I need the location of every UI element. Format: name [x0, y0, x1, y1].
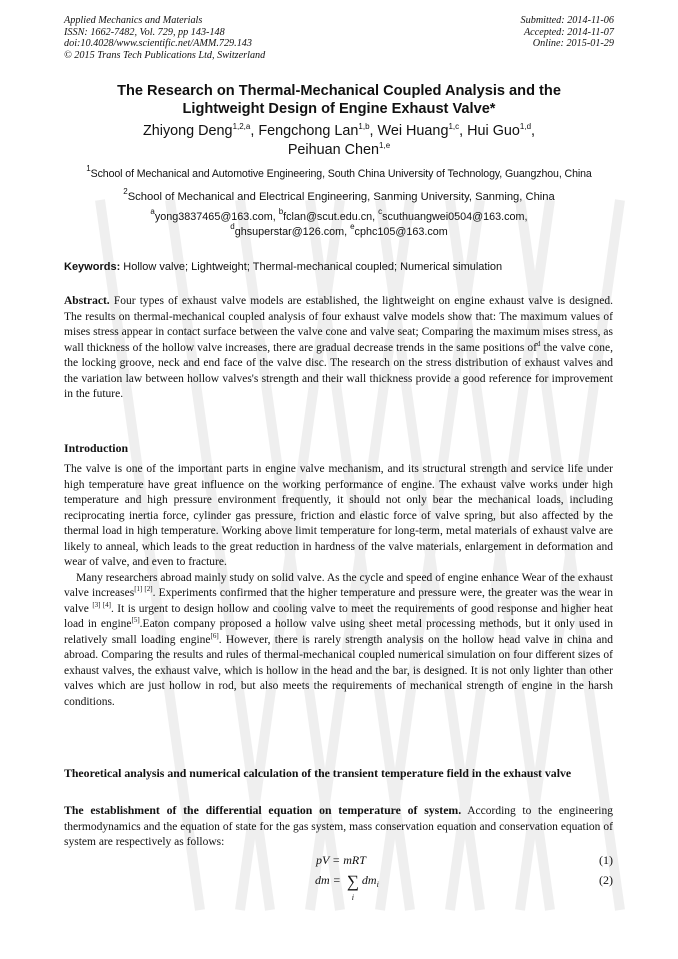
abstract-label: Abstract. — [64, 295, 110, 307]
title-line-1: The Research on Thermal-Mechanical Coupled Analysis and the — [117, 83, 561, 99]
introduction-body — [64, 462, 613, 710]
citation[interactable]: [5] — [131, 616, 140, 624]
author-affiliation-marker: 1,b — [358, 122, 370, 131]
equation-number: (1) — [599, 853, 613, 867]
author-affiliation-marker: 1,c — [448, 122, 460, 131]
issn-line: ISSN: 1662-7482, Vol. 729, pp 143-148 — [64, 26, 225, 38]
sum-sign: ∑ — [346, 872, 359, 891]
abstract-superscript: d — [536, 339, 541, 348]
author-separator: , — [459, 123, 468, 139]
online-date: Online: 2015-01-29 — [532, 38, 614, 50]
submission-dates — [521, 15, 614, 50]
email-address[interactable]: ghsuperstar@126.com, — [234, 225, 351, 238]
paragraph-text: According to the engineering thermodynamics and the equation of state for the gas system, mass conservation equation and conservation equation of system are respectively as follows: — [64, 805, 613, 848]
author-affiliation-marker: 1,e — [379, 141, 391, 150]
equation-number: (2) — [599, 873, 613, 887]
email-address[interactable]: scuthuangwei0504@163.com, — [382, 211, 528, 223]
equation-lhs: dm = — [315, 873, 344, 887]
affiliation-2 — [50, 187, 628, 203]
email-address[interactable]: cphc105@163.com — [354, 225, 448, 238]
paragraph-text: . Experiments confirmed that the higher temperature and pressure were, the greater was the wear in valve — [64, 587, 614, 615]
email-marker: e — [350, 221, 355, 231]
equation-2 — [64, 872, 613, 904]
equation-expression: pV = mRT — [316, 853, 366, 867]
sum-index: i — [351, 893, 354, 902]
paper-title — [64, 82, 614, 118]
author-separator: , — [369, 123, 378, 139]
paragraph-text: . However, there is rarely strength analysis on the hollow head valve in china and abroad. Comparing the results and rules of thermal-mechanical coupled numerical simulation on four different sizes of exhaust valves, the exhaust valve, which is hollow in the head and the bar, is designed. It is not only lighter than other valves which are just hollow in rod, but also meets the requirements of mechanical strength of engine in the harsh conditions. — [64, 633, 613, 708]
author-list — [64, 122, 614, 160]
doi-line: doi:10.4028/www.scientific.net/AMM.729.143 — [64, 38, 252, 50]
equation-expression — [315, 872, 379, 902]
keywords-text: Hollow valve; Lightweight; Thermal-mechanical coupled; Numerical simulation — [120, 261, 503, 273]
paragraph: The valve is one of the important parts in engine valve mechanism, and its structural strength and service life under high temperature have great influence on the working performance of engine. The exhaust valve works under high temperature and high pressure environment frequently, it should not only bear the mechanical loads, including reciprocating inertia force, cylinder gas pressure, friction and elastic force of valve spring, but also affected by the thermal load in high temperature. Working above limit temperature for long-term, metal materials of exhaust valve are likely to anneal, which leads to the great reduction in hardness of the valve materials, enlargement in deformation and wear of valve, and even to fracture. — [64, 463, 613, 568]
email-address[interactable]: yong3837465@163.com, — [154, 211, 279, 223]
author-separator: , — [531, 123, 536, 139]
affiliation-marker: 1 — [86, 164, 91, 173]
summation-symbol — [346, 872, 359, 902]
submitted-date: Submitted: 2014-11-06 — [520, 15, 614, 26]
author-name: Hui Guo — [467, 123, 520, 139]
journal-name: Applied Mechanics and Materials — [64, 15, 203, 26]
section-2-body — [64, 803, 613, 851]
email-marker: a — [150, 207, 155, 216]
email-marker: c — [378, 207, 383, 216]
author-emails — [64, 207, 614, 239]
abstract-text: Four types of exhaust valve models are established, the lightweight on engine exhaust valve is designed. The results on thermal-mechanical coupled analysis of four exhaust valve models show that: The maximum values of mises stress appear in contact surface between the valve cone and valve seat; Comparing the maximum mises stress, as wall thickness of the hollow valve increases, there are gradual decrease trends in the same positions of — [64, 295, 613, 354]
email-address[interactable]: fclan@scut.edu.cn, — [283, 211, 379, 223]
author-affiliation-marker: 1,d — [519, 122, 532, 131]
citation[interactable]: [3] [4] — [92, 600, 111, 609]
affiliation-marker: 2 — [123, 187, 128, 196]
email-marker: d — [230, 221, 235, 231]
email-marker: b — [278, 207, 284, 216]
accepted-date: Accepted: 2014-11-07 — [523, 26, 614, 38]
citation[interactable]: [1] [2] — [134, 585, 153, 593]
affiliation-text: School of Mechanical and Electrical Engineering, Sanming University, Sanming, China — [127, 191, 555, 203]
equation-rhs: dm — [361, 873, 377, 887]
paragraph-text: .Eaton company proposed a hollow valve using sheet metal processing methods, but it only used in relatively small loading engine — [64, 618, 613, 646]
section-heading-theory: Theoretical analysis and numerical calculation of the transient temperature field in the exhaust valve — [64, 766, 572, 780]
author-name: Wei Huang — [377, 123, 449, 139]
affiliation-1 — [50, 164, 628, 180]
copyright-line: © 2015 Trans Tech Publications Ltd, Switzerland — [64, 49, 266, 61]
affiliation-text: School of Mechanical and Automotive Engineering, South China University of Technology, Guangzhou, China — [90, 168, 592, 180]
keywords-line — [64, 261, 624, 273]
equation-subscript: i — [376, 880, 379, 889]
paragraph-text: . It is urgent to design hollow and cooling valve to meet the requirements of good response and higher heat load in engine — [64, 602, 613, 630]
abstract-text-cont: the valve cone, the locking groove, neck and end face of the valve disc. The research on the stress distribution of exhaust valves and the variation law between hollow valves's strength and their wall thickness provide a good reference for improvement in the future. — [64, 341, 613, 400]
subsection-heading: The establishment of the differential equation on temperature of system. — [64, 803, 462, 817]
author-separator: , — [250, 123, 259, 139]
author-name: Fengchong Lan — [258, 123, 359, 139]
abstract — [64, 294, 613, 403]
journal-info — [64, 15, 265, 61]
section-heading-introduction: Introduction — [64, 441, 129, 455]
author-affiliation-marker: 1,2,a — [232, 122, 251, 131]
citation[interactable]: [6] — [210, 631, 219, 640]
paragraph-text: Many researchers abroad mainly study on solid valve. As the cycle and speed of engine enhance Wear of the exhaust valve increases — [64, 571, 613, 599]
keywords-label: Keywords: — [64, 261, 121, 273]
author-name: Peihuan Chen — [287, 142, 380, 158]
paragraph — [64, 571, 613, 711]
author-name: Zhiyong Deng — [142, 123, 233, 139]
title-line-2: Lightweight Design of Engine Exhaust Valve* — [182, 101, 496, 117]
